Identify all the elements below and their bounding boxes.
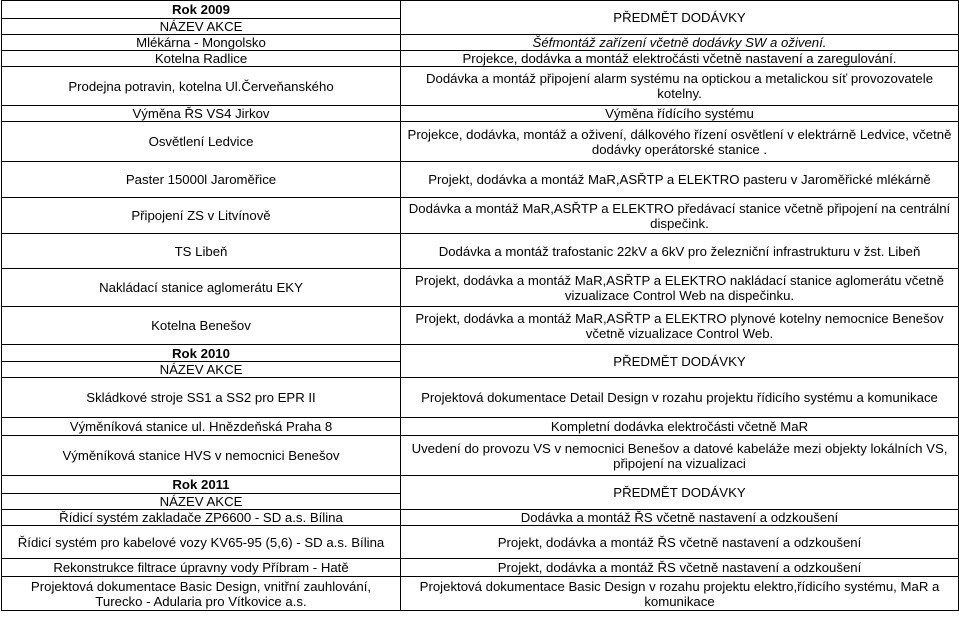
project-description: Dodávka a montáž MaR,ASŘTP a ELEKTRO předávací stanice včetně připojení na centrální dispečink. xyxy=(401,198,959,234)
reference-table xyxy=(1,0,959,611)
project-description: Projekt, dodávka a montáž MaR,ASŘTP a ELEKTRO plynové kotelny nemocnice Benešov včetně vizualizace Control Web. xyxy=(401,307,959,345)
project-description: Dodávka a montáž připojení alarm systému na optickou a metalickou síť provozovatele kotelny. xyxy=(401,67,959,106)
project-name: Paster 15000l Jaroměřice xyxy=(2,162,401,198)
table-row xyxy=(2,122,959,162)
project-name: Kotelna Radlice xyxy=(2,51,401,67)
project-name: Projektová dokumentace Basic Design, vnitřní zauhlování, Turecko - Adularia pro Vítkovice a.s. xyxy=(2,577,401,611)
project-name: Výměníková stanice ul. Hnězdeňská Praha 8 xyxy=(2,418,401,436)
project-description: Dodávka a montáž ŘS včetně nastavení a odzkoušení xyxy=(401,510,959,526)
project-name: TS Libeň xyxy=(2,234,401,269)
table-row xyxy=(2,162,959,198)
column-header-name: NÁZEV AKCE xyxy=(2,19,401,35)
column-header-subject: PŘEDMĚT DODÁVKY xyxy=(401,345,959,378)
year-label: Rok 2009 xyxy=(2,1,401,19)
project-name: Připojení ZS v Litvínově xyxy=(2,198,401,234)
table-row xyxy=(2,269,959,307)
year-label: Rok 2011 xyxy=(2,476,401,494)
table-row xyxy=(2,378,959,418)
year-row-2010 xyxy=(2,345,959,362)
year-row-2011 xyxy=(2,476,959,494)
year-row-2009 xyxy=(2,1,959,19)
project-description: Uvedení do provozu VS v nemocnici Benešov a datové kabeláže mezi objekty lokálních VS, připojení na vizualizaci xyxy=(401,436,959,476)
column-header-subject: PŘEDMĚT DODÁVKY xyxy=(401,476,959,510)
project-description: Kompletní dodávka elektročásti včetně MaR xyxy=(401,418,959,436)
project-name: Mlékárna - Mongolsko xyxy=(2,35,401,51)
table-row xyxy=(2,436,959,476)
project-description: Výměna řídícího systému xyxy=(401,106,959,122)
project-description: Dodávka a montáž trafostanic 22kV a 6kV pro železniční infrastrukturu v žst. Libeň xyxy=(401,234,959,269)
year-label: Rok 2010 xyxy=(2,345,401,362)
table-row xyxy=(2,577,959,611)
project-description: Projektová dokumentace Detail Design v rozahu projektu řídicího systému a komunikace xyxy=(401,378,959,418)
project-name: Prodejna potravin, kotelna Ul.Červeňanského xyxy=(2,67,401,106)
table-row xyxy=(2,198,959,234)
project-name: Nakládací stanice aglomerátu EKY xyxy=(2,269,401,307)
table-row xyxy=(2,35,959,51)
project-name: Výměníková stanice HVS v nemocnici Benešov xyxy=(2,436,401,476)
project-name: Rekonstrukce filtrace úpravny vody Příbram - Hatě xyxy=(2,559,401,577)
project-name: Kotelna Benešov xyxy=(2,307,401,345)
project-name: Osvětlení Ledvice xyxy=(2,122,401,162)
project-description: Projekce, dodávka a montáž elektročásti včetně nastavení a zaregulování. xyxy=(401,51,959,67)
column-header-name: NÁZEV AKCE xyxy=(2,494,401,510)
table-row xyxy=(2,307,959,345)
project-description: Projekt, dodávka a montáž MaR,ASŘTP a ELEKTRO pasteru v Jaroměřické mlékárně xyxy=(401,162,959,198)
project-name: Výměna ŘS VS4 Jirkov xyxy=(2,106,401,122)
project-description: Šéfmontáž zařízení včetně dodávky SW a oživení. xyxy=(401,35,959,51)
table-row xyxy=(2,510,959,526)
project-description: Projektová dokumentace Basic Design v rozahu projektu elektro,řídicího systému, MaR a komunikace xyxy=(401,577,959,611)
table-row xyxy=(2,559,959,577)
table-row xyxy=(2,418,959,436)
project-description: Projekt, dodávka a montáž ŘS včetně nastavení a odzkoušení xyxy=(401,559,959,577)
project-name: Řídicí systém pro kabelové vozy KV65-95 (5,6) - SD a.s. Bílina xyxy=(2,526,401,559)
table-row xyxy=(2,234,959,269)
project-name: Skládkové stroje SS1 a SS2 pro EPR II xyxy=(2,378,401,418)
column-header-name: NÁZEV AKCE xyxy=(2,362,401,378)
table-row xyxy=(2,67,959,106)
table-row xyxy=(2,106,959,122)
project-name: Řídicí systém zakladače ZP6600 - SD a.s. Bílina xyxy=(2,510,401,526)
project-description: Projekt, dodávka a montáž ŘS včetně nastavení a odzkoušení xyxy=(401,526,959,559)
project-description: Projekce, dodávka, montáž a oživení, dálkového řízení osvětlení v elektrárně Ledvice, včetně dodávky operátorské stanice . xyxy=(401,122,959,162)
column-header-subject: PŘEDMĚT DODÁVKY xyxy=(401,1,959,35)
table-row xyxy=(2,51,959,67)
table-row xyxy=(2,526,959,559)
project-description: Projekt, dodávka a montáž MaR,ASŘTP a ELEKTRO nakládací stanice aglomerátu včetně vizualizace Control Web na dispečinku. xyxy=(401,269,959,307)
